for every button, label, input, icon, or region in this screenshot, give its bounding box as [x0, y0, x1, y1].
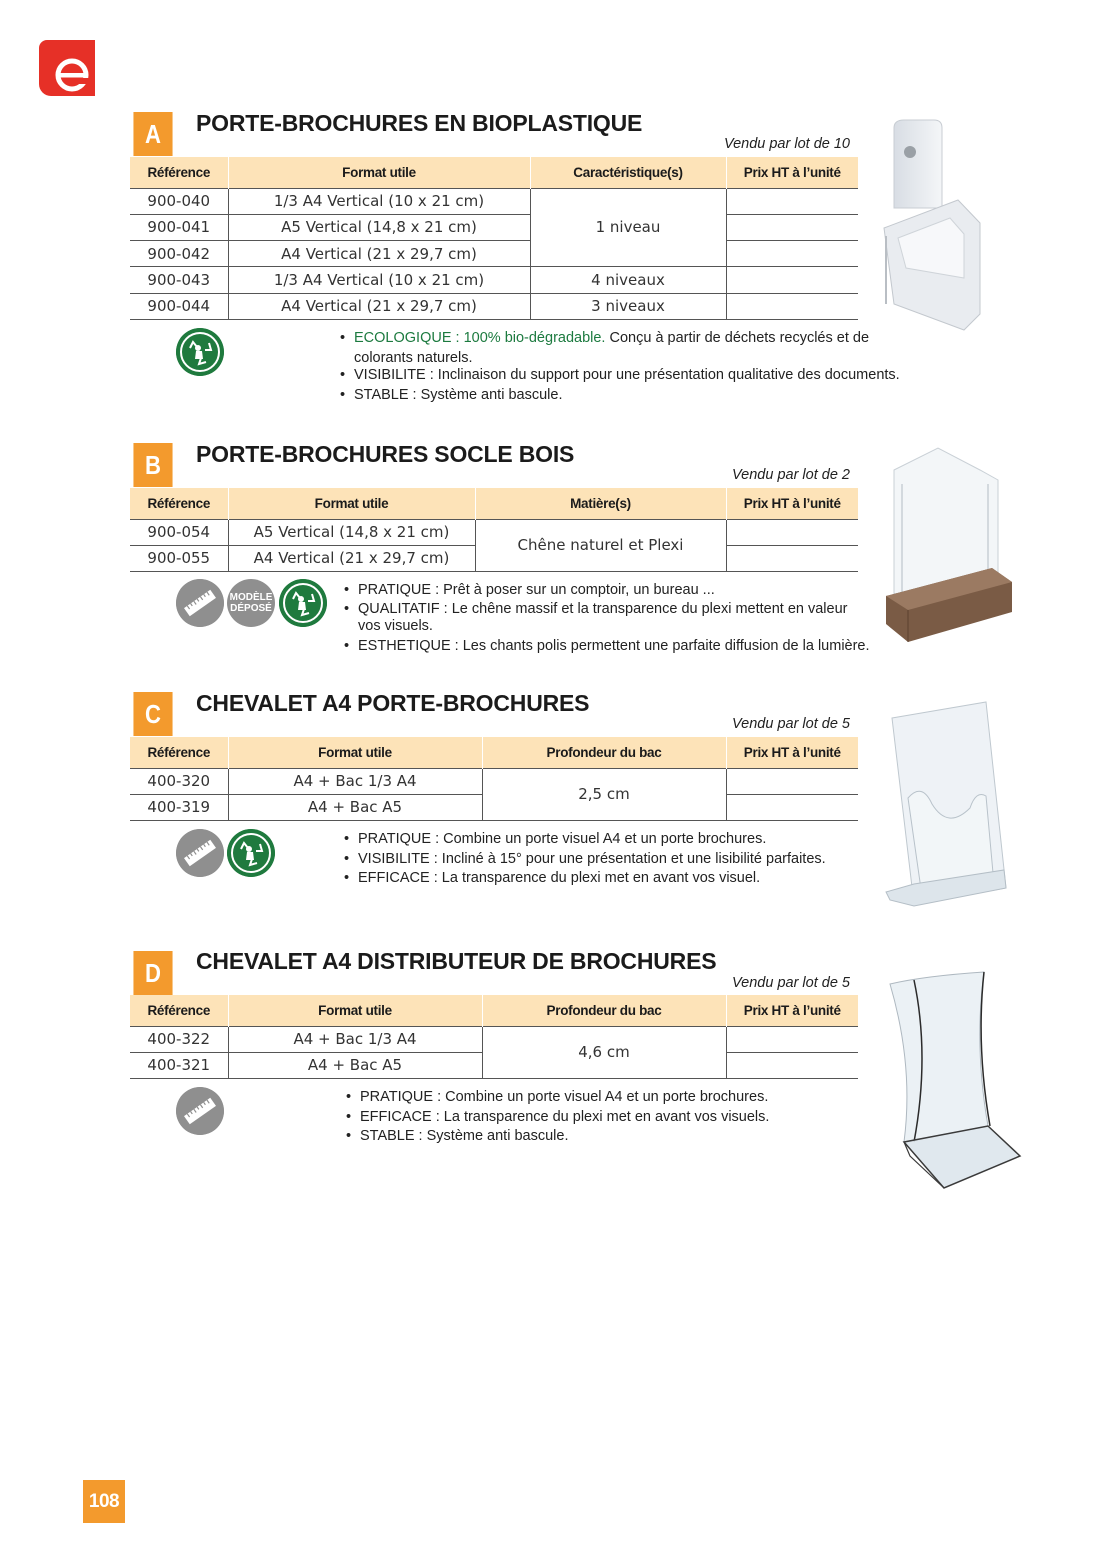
lot-info: Vendu par lot de 5 [732, 716, 850, 732]
feature-text: La transparence du plexi met en avant vos visuel. [437, 870, 761, 886]
table-row [130, 267, 858, 293]
header-material: Matière(s) [475, 488, 726, 519]
cell-depth: 2,5 cm [482, 768, 726, 821]
cell-reference: 400-322 [130, 1026, 228, 1052]
table-row [130, 1026, 858, 1052]
section-title: CHEVALET A4 PORTE-BROCHURES [196, 690, 590, 716]
brand-logo [39, 40, 95, 96]
feature-item [340, 329, 920, 368]
feature-text: Les chants polis permettent une parfaite diffusion de la lumière. [458, 637, 870, 654]
cell-price [726, 293, 858, 319]
cell-price [726, 1026, 858, 1052]
recycle-icon [279, 579, 327, 627]
feature-key: ESTHETIQUE : [358, 637, 459, 654]
header-depth: Profondeur du bac [482, 737, 726, 768]
feature-key: EFFICACE : [358, 870, 438, 886]
cell-feature: 1 niveau [530, 188, 726, 267]
cell-reference: 400-320 [130, 768, 228, 794]
ruler-icon [176, 829, 224, 877]
cell-reference: 900-041 [130, 214, 228, 240]
product-table [130, 995, 858, 1079]
feature-text: Système anti bascule. [422, 1128, 569, 1144]
feature-item [344, 581, 884, 601]
table-row [130, 293, 858, 319]
cell-reference: 400-321 [130, 1052, 228, 1078]
feature-item [340, 366, 920, 386]
cell-price [726, 241, 858, 267]
feature-key: ECOLOGIQUE : 100% bio-dégradable. [354, 330, 606, 346]
section-title: PORTE-BROCHURES SOCLE BOIS [196, 441, 575, 467]
ruler-icon [176, 1087, 224, 1135]
product-table [130, 488, 858, 572]
feature-list [344, 581, 884, 656]
header-reference: Référence [130, 737, 228, 768]
section-letter: C [133, 692, 172, 736]
header-price: Prix HT à l’unité [726, 995, 858, 1026]
cell-reference: 900-040 [130, 188, 228, 214]
cell-reference: 900-044 [130, 293, 228, 319]
feature-key: VISIBILITE : [354, 367, 434, 383]
table-row [130, 241, 858, 267]
table-row [130, 214, 858, 240]
product-photo-distributor [884, 966, 1024, 1192]
table-row [130, 519, 858, 545]
header-format: Format utile [228, 995, 482, 1026]
feature-list [344, 830, 884, 889]
cell-price [726, 519, 858, 545]
lot-info: Vendu par lot de 10 [723, 136, 850, 152]
header-price: Prix HT à l’unité [726, 157, 858, 188]
cell-reference: 900-054 [130, 519, 228, 545]
page-number: 108 [83, 1480, 125, 1523]
feature-key: EFFICACE : [360, 1108, 440, 1125]
cell-format: A5 Vertical (14,8 x 21 cm) [228, 519, 475, 545]
header-feature: Caractéristique(s) [530, 157, 726, 188]
cell-price [726, 1052, 858, 1078]
feature-list [340, 329, 920, 405]
cell-reference: 900-042 [130, 241, 228, 267]
feature-key: PRATIQUE : [358, 831, 440, 847]
cell-price [726, 768, 858, 794]
feature-item [344, 850, 884, 870]
cell-format: A4 Vertical (21 x 29,7 cm) [228, 241, 530, 267]
cell-format: A5 Vertical (14,8 x 21 cm) [228, 214, 530, 240]
header-price: Prix HT à l’unité [726, 488, 858, 519]
cell-feature: 3 niveaux [530, 293, 726, 319]
ruler-icon [176, 579, 224, 627]
feature-item [344, 830, 884, 850]
section-title: CHEVALET A4 DISTRIBUTEUR DE BROCHURES [196, 948, 717, 974]
header-price: Prix HT à l’unité [726, 737, 858, 768]
header-reference: Référence [130, 488, 228, 519]
feature-text: Le chêne massif et la transparence du plexi mettent en valeur vos visuels. [358, 600, 848, 634]
feature-text: Prêt à poser sur un comptoir, un bureau ... [439, 582, 715, 598]
feature-item [344, 601, 884, 635]
feature-item [344, 869, 884, 889]
feature-item [346, 1088, 886, 1108]
feature-key: VISIBILITE : [358, 850, 438, 867]
cell-format: 1/3 A4 Vertical (10 x 21 cm) [228, 267, 530, 293]
header-format: Format utile [228, 157, 530, 188]
cell-price [726, 545, 858, 571]
feature-list [346, 1088, 886, 1147]
cell-reference: 400-319 [130, 794, 228, 820]
cell-price [726, 267, 858, 293]
section-letter: D [133, 951, 172, 995]
cell-format: A4 + Bac 1/3 A4 [228, 1026, 482, 1052]
cell-material: Chêne naturel et Plexi [475, 519, 726, 572]
cell-format: A4 Vertical (21 x 29,7 cm) [228, 293, 530, 319]
cell-price [726, 794, 858, 820]
lot-info: Vendu par lot de 5 [732, 975, 850, 991]
registered-design-icon [227, 579, 275, 627]
product-photo-bioplastic [876, 118, 988, 336]
cell-feature: 4 niveaux [530, 267, 726, 293]
recycle-icon [176, 328, 224, 376]
badge-line: DÉPOSÉ [230, 603, 272, 614]
header-depth: Profondeur du bac [482, 995, 726, 1026]
section-title: PORTE-BROCHURES EN BIOPLASTIQUE [196, 110, 643, 136]
cell-price [726, 188, 858, 214]
cell-format: A4 Vertical (21 x 29,7 cm) [228, 545, 475, 571]
feature-key: PRATIQUE : [358, 582, 440, 598]
feature-text: Système anti bascule. [416, 386, 563, 403]
cell-format: A4 + Bac A5 [228, 1052, 482, 1078]
feature-text: Combine un porte visuel A4 et un porte brochures. [441, 1089, 769, 1105]
cell-reference: 900-055 [130, 545, 228, 571]
product-photo-easel [882, 700, 1014, 914]
header-format: Format utile [228, 737, 482, 768]
table-row [130, 768, 858, 794]
product-photo-wood-base [880, 444, 1018, 642]
feature-text: Inclinaison du support pour une présentation qualitative des documents. [433, 367, 900, 383]
cell-price [726, 214, 858, 240]
feature-text: La transparence du plexi met en avant vos visuels. [439, 1108, 770, 1125]
feature-item [344, 637, 884, 657]
cell-format: 1/3 A4 Vertical (10 x 21 cm) [228, 188, 530, 214]
feature-item [346, 1108, 886, 1128]
feature-text: Conçu à partir de déchets recyclés et de colorants naturels. [354, 330, 870, 366]
feature-key: STABLE : [354, 386, 417, 403]
feature-item [340, 386, 920, 406]
feature-text: Incliné à 15° pour une présentation et une lisibilité parfaites. [437, 850, 826, 867]
header-reference: Référence [130, 995, 228, 1026]
feature-item [346, 1127, 886, 1147]
feature-text: Combine un porte visuel A4 et un porte brochures. [439, 831, 767, 847]
lot-info: Vendu par lot de 2 [732, 467, 850, 483]
feature-key: QUALITATIF : [358, 600, 448, 617]
section-letter: B [133, 443, 172, 487]
header-reference: Référence [130, 157, 228, 188]
product-table [130, 157, 858, 320]
header-format: Format utile [228, 488, 475, 519]
cell-reference: 900-043 [130, 267, 228, 293]
section-letter: A [133, 112, 172, 156]
cell-format: A4 + Bac 1/3 A4 [228, 768, 482, 794]
feature-key: PRATIQUE : [360, 1089, 442, 1105]
badge-line: MODÈLE [229, 592, 273, 603]
feature-key: STABLE : [360, 1128, 423, 1144]
cell-format: A4 + Bac A5 [228, 794, 482, 820]
table-row [130, 188, 858, 214]
product-table [130, 737, 858, 821]
recycle-icon [227, 829, 275, 877]
cell-depth: 4,6 cm [482, 1026, 726, 1079]
